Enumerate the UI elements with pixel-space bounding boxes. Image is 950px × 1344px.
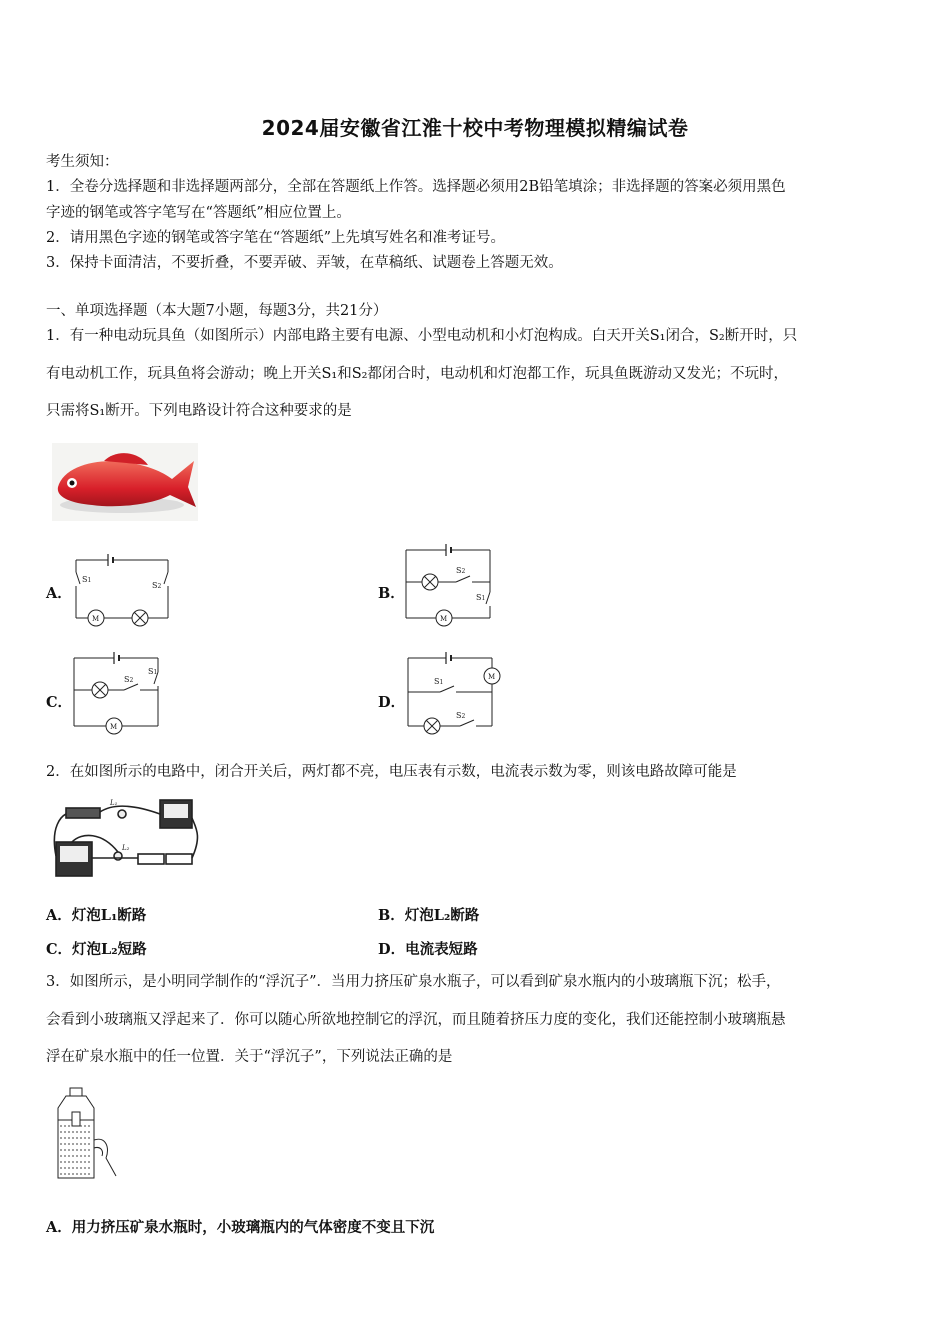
circuit-label: M — [488, 673, 496, 681]
q2-option-a[interactable]: A．灯泡L₁断路 — [46, 907, 147, 924]
notice-line-2: 字迹的钢笔或答字笔写在“答题纸”相应位置上。 — [46, 205, 351, 221]
circuit-label: S — [456, 711, 462, 720]
q1-option-b-label[interactable]: B． — [378, 585, 405, 602]
q3-text-line-3: 浮在矿泉水瓶中的任一位置．关于“浮沉子”，下列说法正确的是 — [46, 1049, 453, 1065]
q3-option-a[interactable]: A．用力挤压矿泉水瓶时，小玻璃瓶内的气体密度不变且下沉 — [46, 1219, 435, 1236]
circuit-label: S — [456, 566, 462, 575]
circuit-d-diagram — [402, 648, 507, 740]
svg-text:S1 — [476, 593, 485, 602]
q1-option-d-label[interactable]: D． — [378, 694, 406, 711]
figure-label: L₁ — [110, 799, 118, 807]
q2-option-c[interactable]: C．灯泡L₂短路 — [46, 941, 147, 958]
q1-text-line-2: 有电动机工作，玩具鱼将会游动；晚上开关S₁和S₂都闭合时，电动机和灯泡都工作，玩具鱼既游动又发光；不玩时， — [46, 366, 788, 382]
svg-text:S1 — [82, 575, 91, 584]
q2-option-b[interactable]: B．灯泡L₂断路 — [378, 907, 480, 924]
circuit-label: 1 — [87, 577, 92, 584]
toy-fish-figure — [52, 443, 198, 521]
notice-line-1: 1．全卷分选择题和非选择题两部分，全部在答题纸上作答。选择题必须用2B铅笔填涂；非选择题的答案必须用黑色 — [46, 179, 786, 195]
circuit-label: S — [152, 581, 158, 590]
bottle-figure — [50, 1086, 126, 1184]
q2-option-d[interactable]: D．电流表短路 — [378, 941, 478, 958]
q3-text-line-1: 3．如图所示，是小明同学制作的“浮沉子”．当用力挤压矿泉水瓶子，可以看到矿泉水瓶内的小玻璃瓶下沉；松手， — [46, 974, 781, 990]
circuit-a-diagram — [70, 550, 180, 630]
circuit-label: 2 — [461, 568, 466, 575]
circuit-label: S — [82, 575, 88, 584]
hand-icon — [94, 1139, 116, 1176]
circuit-label: S — [434, 677, 440, 686]
switch-icon — [66, 808, 100, 818]
q1-option-a-label[interactable]: A． — [46, 585, 72, 602]
svg-text:S2 — [152, 581, 161, 590]
q1-text-line-3: 只需将S₁断开。下列电路设计符合这种要求的是 — [46, 403, 352, 419]
page-title: 2024届安徽省江淮十校中考物理模拟精编试卷 — [261, 116, 689, 140]
svg-text:S1 — [434, 677, 443, 686]
circuit-label: M — [92, 615, 100, 623]
lamp-icon — [118, 810, 126, 818]
notice-heading: 考生须知： — [46, 154, 119, 170]
notice-line-3: 2．请用黑色字迹的钢笔或答字笔在“答题纸”上先填写姓名和准考证号。 — [46, 230, 506, 246]
svg-text:S2 — [124, 675, 133, 684]
circuit-label: S — [476, 593, 482, 602]
circuit-b-diagram — [400, 540, 505, 630]
q2-text: 2．在如图所示的电路中，闭合开关后，两灯都不亮，电压表有示数，电流表示数为零，则该电路故障可能是 — [46, 764, 737, 780]
circuit-label: S — [148, 667, 154, 676]
q1-text-line-1: 1．有一种电动玩具鱼（如图所示）内部电路主要有电源、小型电动机和小灯泡构成。白天开关S₁闭合，S₂断开时，只 — [46, 328, 798, 344]
section-heading: 一、单项选择题（本大题7小题，每题3分，共21分） — [46, 303, 388, 319]
circuit-label: 1 — [481, 595, 486, 602]
svg-text:S1 — [148, 667, 157, 676]
circuit-label: 1 — [439, 679, 444, 686]
circuit-label: 1 — [153, 669, 158, 676]
circuit-c-diagram — [70, 648, 170, 740]
q1-option-c-label[interactable]: C． — [46, 694, 73, 711]
circuit-label: 2 — [157, 583, 162, 590]
circuit-label: 2 — [461, 713, 466, 720]
notice-line-4: 3．保持卡面清洁，不要折叠，不要弄破、弄皱，在草稿纸、试题卷上答题无效。 — [46, 255, 563, 271]
q3-text-line-2: 会看到小玻璃瓶又浮起来了．你可以随心所欲地控制它的浮沉，而且随着挤压力度的变化，我们还能控制小玻璃瓶悬 — [46, 1012, 786, 1028]
small-vial-icon — [72, 1112, 80, 1126]
svg-text:S2 — [456, 566, 465, 575]
svg-text:S2 — [456, 711, 465, 720]
circuit-label: S — [124, 675, 130, 684]
circuit-label: M — [110, 723, 118, 731]
q2-circuit-photo — [52, 796, 200, 882]
circuit-label: 2 — [129, 677, 134, 684]
circuit-label: M — [440, 615, 448, 623]
figure-label: L₂ — [122, 844, 130, 852]
